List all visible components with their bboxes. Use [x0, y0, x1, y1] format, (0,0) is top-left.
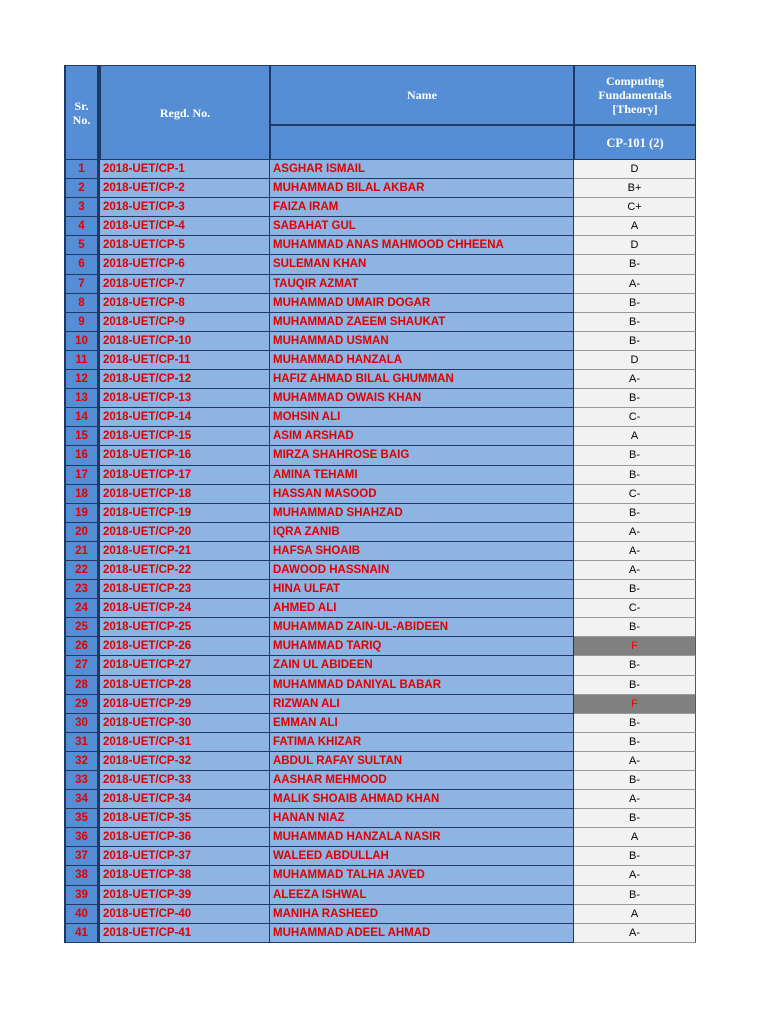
table-row: [64, 695, 696, 714]
sr-no-cell: 31: [64, 733, 100, 752]
name-cell: MUHAMMAD USMAN: [270, 332, 574, 351]
table-row: [64, 809, 696, 828]
sr-no-cell: 22: [64, 561, 100, 580]
name-cell: MANIHA RASHEED: [270, 905, 574, 924]
name-cell: MUHAMMAD ZAIN-UL-ABIDEEN: [270, 618, 574, 637]
table-row: [64, 886, 696, 905]
table-row: [64, 905, 696, 924]
grade-cell: A-: [574, 866, 696, 885]
regd-no-cell: 2018-UET/CP-8: [100, 294, 270, 313]
grade-cell: B-: [574, 714, 696, 733]
regd-no-cell: 2018-UET/CP-38: [100, 866, 270, 885]
table-row: [64, 752, 696, 771]
grade-cell: B-: [574, 847, 696, 866]
regd-no-cell: 2018-UET/CP-14: [100, 408, 270, 427]
name-cell: MUHAMMAD DANIYAL BABAR: [270, 676, 574, 695]
regd-no-cell: 2018-UET/CP-33: [100, 771, 270, 790]
sr-no-cell: 7: [64, 275, 100, 294]
table-body: [64, 160, 696, 943]
sr-no-cell: 14: [64, 408, 100, 427]
grade-cell: A-: [574, 275, 696, 294]
name-cell: MUHAMMAD ZAEEM SHAUKAT: [270, 313, 574, 332]
table-row: [64, 523, 696, 542]
sr-no-cell: 6: [64, 255, 100, 274]
name-cell: MUHAMMAD BILAL AKBAR: [270, 179, 574, 198]
grade-cell: C-: [574, 408, 696, 427]
header-regd-no: Regd. No.: [100, 65, 270, 160]
grade-cell: D: [574, 160, 696, 179]
table-row: [64, 217, 696, 236]
table-row: [64, 924, 696, 943]
name-cell: FATIMA KHIZAR: [270, 733, 574, 752]
sr-no-cell: 16: [64, 446, 100, 465]
grade-cell: B-: [574, 580, 696, 599]
regd-no-cell: 2018-UET/CP-10: [100, 332, 270, 351]
grade-cell: B-: [574, 504, 696, 523]
sr-no-cell: 28: [64, 676, 100, 695]
grade-cell: C+: [574, 198, 696, 217]
regd-no-cell: 2018-UET/CP-27: [100, 656, 270, 675]
grade-cell: B-: [574, 618, 696, 637]
regd-no-cell: 2018-UET/CP-22: [100, 561, 270, 580]
name-cell: ASIM ARSHAD: [270, 427, 574, 446]
regd-no-cell: 2018-UET/CP-2: [100, 179, 270, 198]
grade-cell: A: [574, 828, 696, 847]
grade-cell: B-: [574, 676, 696, 695]
sr-no-cell: 4: [64, 217, 100, 236]
name-cell: MUHAMMAD OWAIS KHAN: [270, 389, 574, 408]
regd-no-cell: 2018-UET/CP-29: [100, 695, 270, 714]
grade-cell: A-: [574, 924, 696, 943]
sr-no-cell: 9: [64, 313, 100, 332]
name-cell: FAIZA IRAM: [270, 198, 574, 217]
table-row: [64, 389, 696, 408]
name-cell: MALIK SHOAIB AHMAD KHAN: [270, 790, 574, 809]
table-row: [64, 714, 696, 733]
sr-no-cell: 20: [64, 523, 100, 542]
name-cell: RIZWAN ALI: [270, 695, 574, 714]
sr-no-cell: 32: [64, 752, 100, 771]
sr-no-cell: 5: [64, 236, 100, 255]
sr-no-cell: 11: [64, 351, 100, 370]
sr-no-cell: 1: [64, 160, 100, 179]
regd-no-cell: 2018-UET/CP-30: [100, 714, 270, 733]
sr-no-cell: 27: [64, 656, 100, 675]
table-row: [64, 790, 696, 809]
grade-cell: A-: [574, 542, 696, 561]
regd-no-cell: 2018-UET/CP-40: [100, 905, 270, 924]
name-cell: MUHAMMAD ADEEL AHMAD: [270, 924, 574, 943]
grade-cell: A-: [574, 523, 696, 542]
table-row: [64, 580, 696, 599]
results-table: [64, 65, 696, 943]
grade-cell: F: [574, 637, 696, 656]
sr-no-cell: 15: [64, 427, 100, 446]
regd-no-cell: 2018-UET/CP-12: [100, 370, 270, 389]
sr-no-cell: 30: [64, 714, 100, 733]
table-row: [64, 599, 696, 618]
sr-no-cell: 37: [64, 847, 100, 866]
name-cell: ABDUL RAFAY SULTAN: [270, 752, 574, 771]
table-row: [64, 275, 696, 294]
table-row: [64, 370, 696, 389]
sr-no-cell: 21: [64, 542, 100, 561]
sr-no-cell: 18: [64, 485, 100, 504]
regd-no-cell: 2018-UET/CP-41: [100, 924, 270, 943]
grade-cell: B-: [574, 313, 696, 332]
name-cell: MUHAMMAD TALHA JAVED: [270, 866, 574, 885]
grade-cell: B-: [574, 255, 696, 274]
name-cell: MUHAMMAD HANZALA: [270, 351, 574, 370]
table-row: [64, 351, 696, 370]
name-cell: MIRZA SHAHROSE BAIG: [270, 446, 574, 465]
sr-no-cell: 3: [64, 198, 100, 217]
regd-no-cell: 2018-UET/CP-18: [100, 485, 270, 504]
name-cell: AASHAR MEHMOOD: [270, 771, 574, 790]
header-name: Name: [270, 65, 574, 125]
table-row: [64, 236, 696, 255]
table-row: [64, 255, 696, 274]
regd-no-cell: 2018-UET/CP-39: [100, 886, 270, 905]
sr-no-cell: 19: [64, 504, 100, 523]
name-cell: HINA ULFAT: [270, 580, 574, 599]
regd-no-cell: 2018-UET/CP-5: [100, 236, 270, 255]
grade-cell: A: [574, 427, 696, 446]
regd-no-cell: 2018-UET/CP-19: [100, 504, 270, 523]
grade-cell: A-: [574, 370, 696, 389]
sr-no-cell: 34: [64, 790, 100, 809]
regd-no-cell: 2018-UET/CP-6: [100, 255, 270, 274]
grade-cell: B-: [574, 771, 696, 790]
sr-no-cell: 33: [64, 771, 100, 790]
table-row: [64, 676, 696, 695]
regd-no-cell: 2018-UET/CP-31: [100, 733, 270, 752]
table-row: [64, 179, 696, 198]
name-cell: ZAIN UL ABIDEEN: [270, 656, 574, 675]
grade-cell: A: [574, 217, 696, 236]
sr-no-cell: 36: [64, 828, 100, 847]
grade-cell: B-: [574, 389, 696, 408]
table-row: [64, 160, 696, 179]
regd-no-cell: 2018-UET/CP-11: [100, 351, 270, 370]
grade-cell: B-: [574, 886, 696, 905]
header-course-title: Computing Fundamentals [Theory]: [574, 65, 696, 125]
grade-cell: A-: [574, 752, 696, 771]
regd-no-cell: 2018-UET/CP-4: [100, 217, 270, 236]
sr-no-cell: 12: [64, 370, 100, 389]
name-cell: MUHAMMAD UMAIR DOGAR: [270, 294, 574, 313]
name-cell: ALEEZA ISHWAL: [270, 886, 574, 905]
table-row: [64, 504, 696, 523]
sr-no-cell: 35: [64, 809, 100, 828]
table-row: [64, 446, 696, 465]
grade-cell: B-: [574, 446, 696, 465]
grade-cell: A: [574, 905, 696, 924]
regd-no-cell: 2018-UET/CP-35: [100, 809, 270, 828]
grade-cell: B-: [574, 332, 696, 351]
table-row: [64, 637, 696, 656]
grade-cell: A-: [574, 790, 696, 809]
name-cell: MUHAMMAD ANAS MAHMOOD CHHEENA: [270, 236, 574, 255]
name-cell: TAUQIR AZMAT: [270, 275, 574, 294]
table-row: [64, 466, 696, 485]
name-cell: MUHAMMAD HANZALA NASIR: [270, 828, 574, 847]
name-cell: MUHAMMAD SHAHZAD: [270, 504, 574, 523]
grade-cell: B-: [574, 809, 696, 828]
sr-no-cell: 17: [64, 466, 100, 485]
regd-no-cell: 2018-UET/CP-17: [100, 466, 270, 485]
table-row: [64, 542, 696, 561]
sr-no-cell: 40: [64, 905, 100, 924]
table-row: [64, 485, 696, 504]
grade-cell: B-: [574, 656, 696, 675]
regd-no-cell: 2018-UET/CP-34: [100, 790, 270, 809]
table-row: [64, 294, 696, 313]
regd-no-cell: 2018-UET/CP-23: [100, 580, 270, 599]
name-cell: AHMED ALI: [270, 599, 574, 618]
grade-cell: B-: [574, 294, 696, 313]
name-cell: SULEMAN KHAN: [270, 255, 574, 274]
name-cell: ASGHAR ISMAIL: [270, 160, 574, 179]
regd-no-cell: 2018-UET/CP-21: [100, 542, 270, 561]
name-cell: MUHAMMAD TARIQ: [270, 637, 574, 656]
table-row: [64, 313, 696, 332]
sr-no-cell: 39: [64, 886, 100, 905]
sr-no-cell: 38: [64, 866, 100, 885]
table-row: [64, 561, 696, 580]
sr-no-cell: 29: [64, 695, 100, 714]
name-cell: HANAN NIAZ: [270, 809, 574, 828]
regd-no-cell: 2018-UET/CP-36: [100, 828, 270, 847]
table-row: [64, 408, 696, 427]
name-cell: WALEED ABDULLAH: [270, 847, 574, 866]
name-cell: SABAHAT GUL: [270, 217, 574, 236]
regd-no-cell: 2018-UET/CP-15: [100, 427, 270, 446]
table-row: [64, 618, 696, 637]
regd-no-cell: 2018-UET/CP-9: [100, 313, 270, 332]
grade-cell: C-: [574, 599, 696, 618]
name-cell: IQRA ZANIB: [270, 523, 574, 542]
sr-no-cell: 2: [64, 179, 100, 198]
table-row: [64, 771, 696, 790]
name-cell: DAWOOD HASSNAIN: [270, 561, 574, 580]
sr-no-cell: 41: [64, 924, 100, 943]
regd-no-cell: 2018-UET/CP-26: [100, 637, 270, 656]
name-cell: MOHSIN ALI: [270, 408, 574, 427]
sr-no-cell: 10: [64, 332, 100, 351]
table-row: [64, 198, 696, 217]
table-row: [64, 847, 696, 866]
regd-no-cell: 2018-UET/CP-28: [100, 676, 270, 695]
regd-no-cell: 2018-UET/CP-16: [100, 446, 270, 465]
header-course-code: CP-101 (2): [574, 125, 696, 160]
regd-no-cell: 2018-UET/CP-3: [100, 198, 270, 217]
sr-no-cell: 24: [64, 599, 100, 618]
table-row: [64, 427, 696, 446]
grade-cell: A-: [574, 561, 696, 580]
table-row: [64, 733, 696, 752]
table-row: [64, 656, 696, 675]
regd-no-cell: 2018-UET/CP-20: [100, 523, 270, 542]
regd-no-cell: 2018-UET/CP-7: [100, 275, 270, 294]
sr-no-cell: 25: [64, 618, 100, 637]
name-cell: HAFIZ AHMAD BILAL GHUMMAN: [270, 370, 574, 389]
regd-no-cell: 2018-UET/CP-25: [100, 618, 270, 637]
grade-cell: B-: [574, 466, 696, 485]
sr-no-cell: 8: [64, 294, 100, 313]
grade-cell: C-: [574, 485, 696, 504]
grade-cell: B-: [574, 733, 696, 752]
grade-cell: D: [574, 236, 696, 255]
grade-cell: D: [574, 351, 696, 370]
name-cell: HAFSA SHOAIB: [270, 542, 574, 561]
table-row: [64, 332, 696, 351]
grade-cell: F: [574, 695, 696, 714]
sr-no-cell: 13: [64, 389, 100, 408]
sr-no-cell: 23: [64, 580, 100, 599]
sr-no-cell: 26: [64, 637, 100, 656]
regd-no-cell: 2018-UET/CP-32: [100, 752, 270, 771]
header-name-subcell: [270, 125, 574, 160]
grade-cell: B+: [574, 179, 696, 198]
regd-no-cell: 2018-UET/CP-37: [100, 847, 270, 866]
name-cell: AMINA TEHAMI: [270, 466, 574, 485]
table-row: [64, 866, 696, 885]
name-cell: EMMAN ALI: [270, 714, 574, 733]
table-row: [64, 828, 696, 847]
header-sr-no: Sr. No.: [64, 65, 100, 160]
regd-no-cell: 2018-UET/CP-13: [100, 389, 270, 408]
regd-no-cell: 2018-UET/CP-1: [100, 160, 270, 179]
table-header: [64, 65, 696, 160]
name-cell: HASSAN MASOOD: [270, 485, 574, 504]
regd-no-cell: 2018-UET/CP-24: [100, 599, 270, 618]
